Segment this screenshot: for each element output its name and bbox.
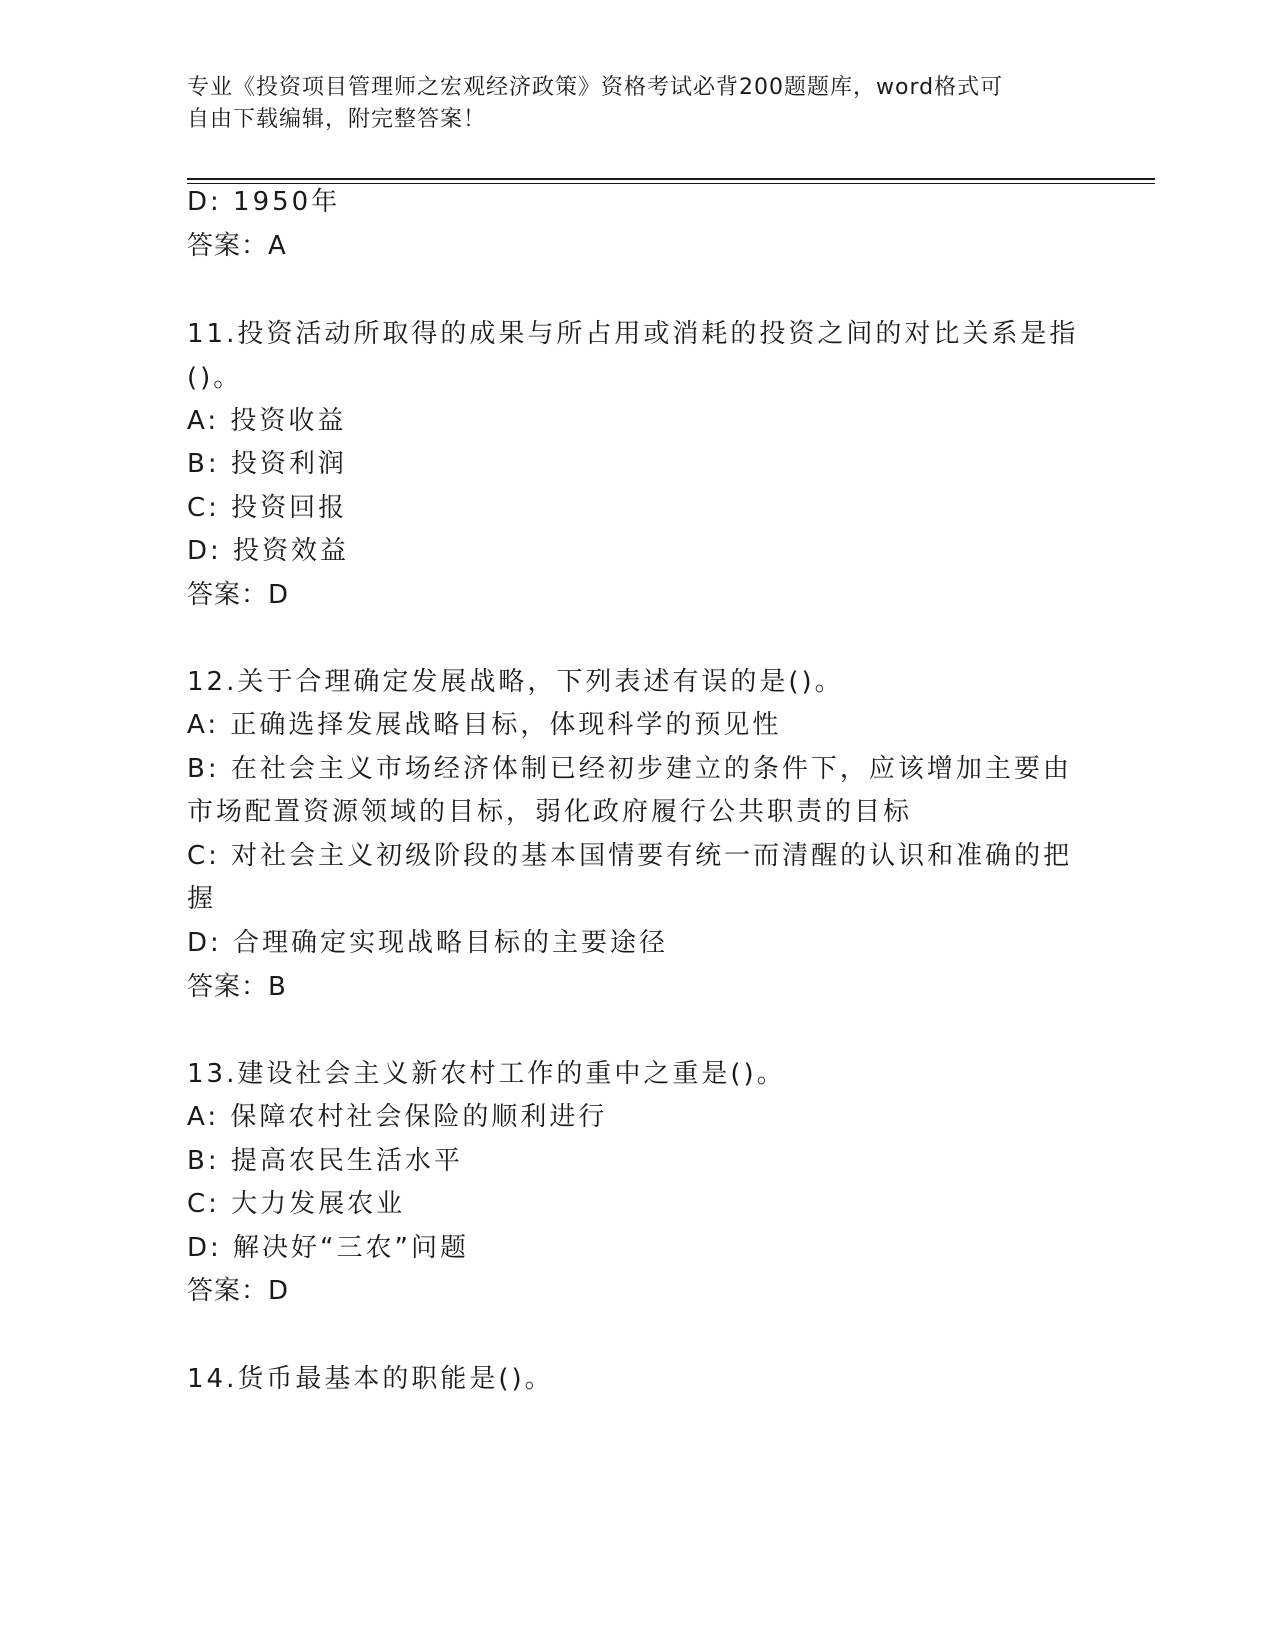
q11-option-d: D: 投资效益 (187, 536, 350, 566)
q11-answer: 答案：D (187, 580, 290, 610)
prev-question-option-d: D: 1950年 (187, 187, 341, 217)
q13-option-c: C: 大力发展农业 (187, 1189, 406, 1219)
header-divider-thin (187, 183, 1155, 184)
q11-stem-line-1: 11.投资活动所取得的成果与所占用或消耗的投资之间的对比关系是指 (187, 319, 1079, 349)
q13-option-d: D: 解决好“三农”问题 (187, 1233, 469, 1263)
q12-option-b-line-2: 市场配置资源领域的目标，弱化政府履行公共职责的目标 (187, 797, 913, 827)
q12-option-c-line-1: C: 对社会主义初级阶段的基本国情要有统一而清醒的认识和准确的把 (187, 841, 1073, 871)
q11-stem-line-2: ()。 (187, 363, 243, 393)
q13-option-b: B: 提高农民生活水平 (187, 1146, 463, 1176)
q11-option-c: C: 投资回报 (187, 493, 348, 523)
q11-option-b: B: 投资利润 (187, 449, 347, 479)
q12-option-d: D: 合理确定实现战略目标的主要途径 (187, 928, 669, 958)
q14-stem: 14.货币最基本的职能是()。 (187, 1364, 554, 1394)
q12-option-a: A: 正确选择发展战略目标，体现科学的预见性 (187, 710, 782, 740)
header-title-line-2: 自由下载编辑，附完整答案！ (187, 107, 487, 132)
document-header (187, 72, 1087, 136)
q12-answer: 答案：B (187, 972, 287, 1002)
q12-stem: 12.关于合理确定发展战略，下列表述有误的是()。 (187, 667, 844, 697)
header-title-line-1: 专业《投资项目管理师之宏观经济政策》资格考试必背200题题库，word格式可 (187, 75, 1004, 100)
q12-option-c-line-2: 握 (187, 884, 217, 914)
q13-answer: 答案：D (187, 1276, 290, 1306)
q13-stem: 13.建设社会主义新农村工作的重中之重是()。 (187, 1059, 786, 1089)
prev-question-answer: 答案：A (187, 231, 287, 261)
q13-option-a: A: 保障农村社会保险的顺利进行 (187, 1102, 608, 1132)
header-divider-thick (187, 178, 1155, 180)
q11-option-a: A: 投资收益 (187, 406, 347, 436)
q12-option-b-line-1: B: 在社会主义市场经济体制已经初步建立的条件下，应该增加主要由 (187, 754, 1072, 784)
